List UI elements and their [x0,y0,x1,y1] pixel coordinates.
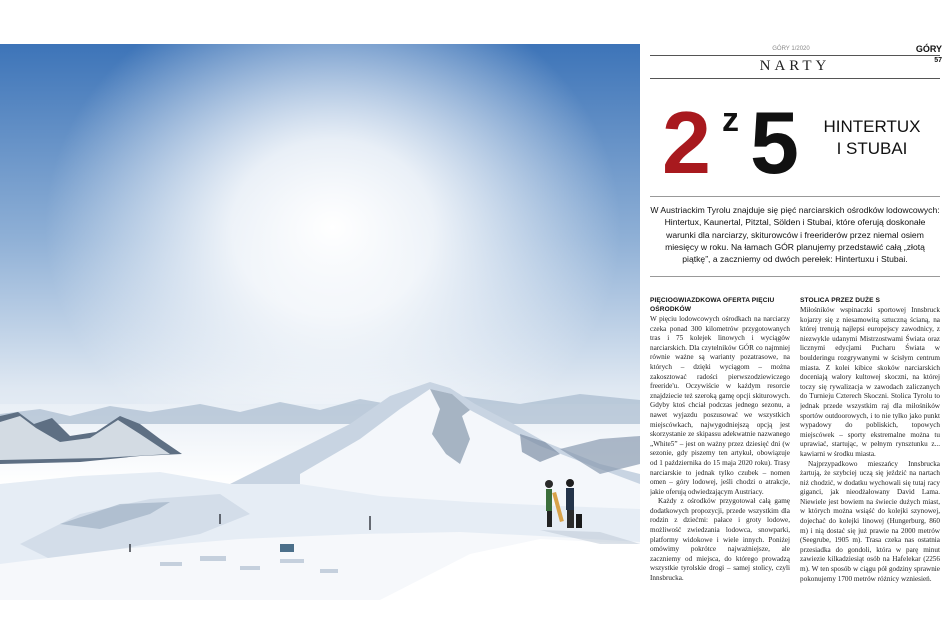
article-page [640,44,950,600]
section-rule [650,78,940,79]
lead-rule-top [650,196,940,197]
title-number-b: 5 [750,93,799,192]
section-title: NARTY [759,58,831,74]
column-2-paragraph: Najprzypadkowo mieszańcy Innsbrucka żartują, że szybciej uczą się jeździć na nartach niż chodzić, w dodatku wychowali się tutaj racy giganci, jak nieodżałowany David Lama. Niewiele jest bowiem na świecie dużych miast, w których można wsiąść do kolejki szynowej, dojechać do kolejki linowej (Hungerburg, 860 m) i nią dostać się już prawie na 2000 metrów (Seegrube, 1905 m). Trasa czeka nas ostatnia przesiadka do gondoli, która w parę minut zawiezie kilkadziesiąt osób na Hafelekar (2256 m). W ten sposób w ciągu pół godziny sprawnie pokonujemy 1700 metrów różnicy wzniesień. [800,459,940,583]
article-body [650,296,942,598]
column-1 [650,296,790,598]
title-place-line2: I STUBAI [836,139,908,158]
lead-rule-bottom [650,276,940,277]
lead-paragraph: W Austriackim Tyrolu znajduje się pięć narciarskich ośrodków lodowcowych: Hintertux, Kaunertal, Pitztal, Sölden i Stubai, które oferują doskonałe warunki dla narciarzy, skiturowców i freeriderów przez niemal osiem miesięcy w roku. Na łamach GÓR planujemy przedstawić całą „złotą piątkę”, a zaczniemy od dwóch perełek: Hintertuxu i Stubai. [650,205,940,265]
title-place-line1: HINTERTUX [823,117,921,136]
column-2 [800,296,940,598]
title-places [822,116,922,160]
column-1-paragraph: Każdy z ośrodków przygotował całą gamę dodatkowych propozycji, przede wszystkim dla rodzin z dziećmi: pałace i groty lodowe, możliwość zwiedzania lodowca, snowparki, platformy widokowe i wiele innych. Poniżej omówimy pokrótce najważniejsze, ale zaczniemy od miejsca, do którego prowadzą wszystkie tyrolskie drogi – samej stolicy, czyli Innsbrucka. [650,497,790,583]
title-connector: z [722,101,739,139]
top-rule [650,55,940,56]
column-2-heading: STOLICA PRZEZ DUŻE S [800,297,881,304]
column-1-heading: PIĘCIOGWIAZDKOWA OFERTA PIĘCIU OŚRODKÓW [650,297,775,313]
title-number-a: 2 [662,93,711,192]
brand-name: GÓRY [915,44,942,54]
alpine-panorama-image [0,44,640,600]
cover-photo-mountains [0,44,640,600]
page-number: 57 [934,57,942,64]
column-2-paragraph: Miłośników wspinaczki sportowej Innsbruck kojarzy się z niesamowitą sztuczną ścianą, na której trenują najlepsi europejscy zawodnicy, z niezwykle udanymi Mistrzostwami Świata oraz licznymi edycjami Pucharu Świata w boulderingu rozgrywanymi w ścisłym centrum miasta. Z kolei kibice skoków narciarskich doceniają walory kultowej skoczni, na której toczy się rywalizacja w zawodach zaliczanych do Turnieju Czterech Skoczni. Stolica Tyrolu to jednak przede wszystkim raj dla miłośników sportów outdoorowych, i to nie tylko jako punkt wypadowy do pobliskich, topowych miejscówek – sporty ekstremalne można tu uprawiać, startując, w pełnym rynsztunku z... kawiarni w środku miasta. [800,306,940,458]
column-1-paragraph: W pięciu lodowcowych ośrodkach na narciarzy czeka ponad 300 kilometrów przygotowanych tras i 75 kolejek linowych i wyciągów narciarskich. Dla czytelników GÓR co najmniej równie ważne są warianty pozatrasowe, na których – dzięki wyciągom – można zakosztować radości pierwszodziewiczego freeride'u. Oczywiście w każdym resorcie znajdziecie też szeroką gamę opcji skiturowych. Gdyby ktoś chciał podczas jednego sezonu, a nawet wyjazdu poszusować we wszystkich miejscówkach, najwygodniejszą opcją jest skorzystanie ze skipassu adekwatnie nazwanego „White5” – jest on ważny przez dziesięć dni (w sezonie, gdy piszemy ten artykuł, obowiązuje od 1 października do 15 maja 2020 roku). Trasy narciarskie to jednak tylko czubek – nomen omen – góry lodowej, jeśli chodzi o atrakcje, jakie oferują odwiedzającym Austriacy. [650,315,790,496]
issue-label: GÓRY 1/2020 [772,46,810,52]
